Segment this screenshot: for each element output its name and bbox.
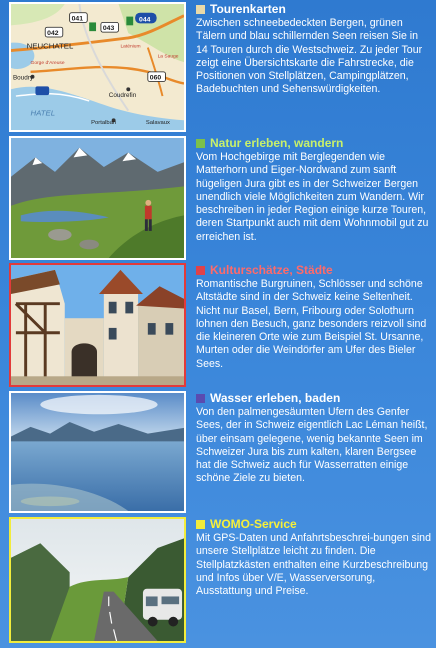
heading-text: WOMO-Service — [210, 517, 297, 531]
heading-marker-icon — [196, 394, 205, 403]
body-wasser: Von den palmengesäumten Ufern des Genfer Sees, der in Schweiz eigentlich Lac Léman heißt, über einsam gelegene, wenig bekannte Seen im Schweizer Jura bis zum kalten, klaren Bergsee hat die Schweiz auch für Wasserratten einige schöne Ziele zu bieten. — [196, 406, 428, 485]
map-label-lake: HATEL — [30, 108, 56, 118]
heading-marker-icon — [196, 5, 205, 14]
heading-text: Wasser erleben, baden — [210, 391, 341, 405]
text-wasser — [196, 391, 432, 486]
text-natur — [196, 136, 432, 244]
heading-text: Tourenkarten — [210, 2, 286, 16]
body-natur: Vom Hochgebirge mit Berglegenden wie Matterhorn und Eiger-Nordwand zum sanft hügeligen Jura gibt es in der Schweizer Bergen unendlich viele Möglichkeiten zum Wandern. Wir beschreiben in jeder Region einige kurze Touren, deren Startpunkt auch mit dem Wohnmobil gut zu erreichen ist. — [196, 151, 429, 243]
heading-wasser — [196, 391, 432, 405]
road-number-041: 041 — [71, 15, 83, 23]
map-label-neuchatel: NEUCHATEL — [26, 41, 74, 51]
road-number-060: 060 — [149, 74, 162, 82]
road-number-042: 042 — [47, 30, 59, 38]
heading-natur — [196, 136, 432, 150]
map-label-coudrefin: Coudrefin — [108, 92, 137, 100]
map-label-portalban: Portalban — [91, 120, 117, 127]
text-womo — [196, 517, 432, 598]
lake-image — [9, 391, 186, 513]
body-tourenkarten: Zwischen schneebedeckten Bergen, grünen Tälern und blau schillernden Seen reisen Sie in 14 Touren durch die Westschweiz. Zu jeder Tour zeigt eine Übersichtskarte die Fahrstrecke, die Positionen von Stellplätzen, Campingplätzen, Badebuchten und Sehenswürdigkeiten. — [196, 17, 423, 96]
heading-kultur — [196, 263, 432, 277]
heading-marker-icon — [196, 139, 205, 148]
text-tourenkarten — [196, 2, 432, 97]
motorhome-road-image — [9, 517, 186, 643]
map-image — [9, 2, 186, 132]
heading-womo — [196, 517, 432, 531]
road-number-044: 044 — [139, 16, 151, 24]
road-number-043: 043 — [102, 25, 115, 33]
mountain-hiker-image — [9, 136, 186, 260]
heading-marker-icon — [196, 266, 205, 275]
map-label-latenium: Laténium — [120, 44, 141, 50]
body-womo: Mit GPS-Daten und Anfahrtsbeschrei-bungen sind unsere Stellplätze leicht zu finden. Die Stellplatzkästen enthalten eine Kurzbeschreibung und Infos über V/E, Wasserversorung, Ausstattung und Preise. — [196, 532, 431, 598]
heading-text: Kulturschätze, Städte — [210, 263, 333, 277]
heading-text: Natur erleben, wandern — [210, 136, 344, 150]
body-kultur: Romantische Burgruinen, Schlösser und schöne Altstädte sind in der Schweiz keine Seltenheit. Nicht nur Basel, Bern, Fribourg oder Solothurn lohnen den Besuch, ganz besonders reizvoll sind die kleineren Orte wie zum Beispiel St. Ursanne, Murten oder die Weindörfer am Ufer des Bieler Sees. — [196, 278, 427, 370]
map-label-salavaux: Salavaux — [145, 120, 170, 127]
map-label-le-sauge: La Sauge — [157, 54, 179, 60]
heading-marker-icon — [196, 520, 205, 529]
text-kultur — [196, 263, 432, 371]
map-label-gorge: Gorge d'Areuse — [30, 61, 65, 67]
castle-courtyard-image — [9, 263, 186, 387]
map-label-boudry: Boudry — [12, 74, 34, 82]
heading-tourenkarten — [196, 2, 432, 16]
